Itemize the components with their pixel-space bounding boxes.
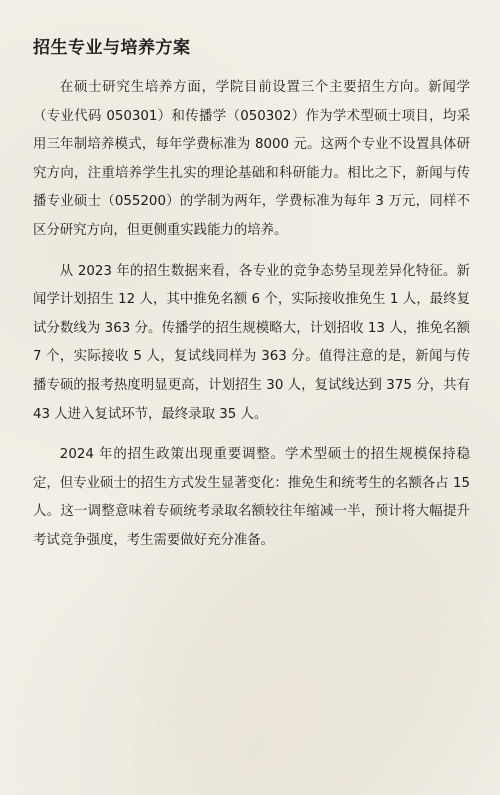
paragraph-2023-admissions: 从 2023 年的招生数据来看，各专业的竞争态势呈现差异化特征。新闻学计划招生 12 人，其中推免名额 6 个，实际接收推免生 1 人，最终复试分数线为 363 分。传播学的招生规模略大，计划招收 13 人，推免名额 7 个，实际接收 5 人，复试线同样为 363 分。值得注意的是，新闻与传播专硕的报考热度明显更高，计划招生 30 人，复试线达到 375 分，共有 43 人进入复试环节，最终录取 35 人。 — [33, 263, 470, 422]
paragraph-2024-policy: 2024 年的招生政策出现重要调整。学术型硕士的招生规模保持稳定，但专业硕士的招生方式发生显著变化：推免生和统考生的名额各占 15 人。这一调整意味着专硕统考录取名额较往年缩减一半，预计将大幅提升考试竞争强度，考生需要做好充分准备。 — [33, 447, 470, 548]
document-title: 招生专业与培养方案 — [33, 38, 191, 58]
paragraph-program-overview: 在硕士研究生培养方面，学院目前设置三个主要招生方向。新闻学（专业代码 050301）和传播学（050302）作为学术型硕士项目，均采用三年制培养模式，每年学费标准为 8000 元。这两个专业不设置具体研究方向，注重培养学生扎实的理论基础和科研能力。相比之下，新闻与传播专业硕士（055200）的学制为两年，学费标准为每年 3 万元，同样不区分研究方向，但更侧重实践能力的培养。 — [33, 80, 470, 238]
